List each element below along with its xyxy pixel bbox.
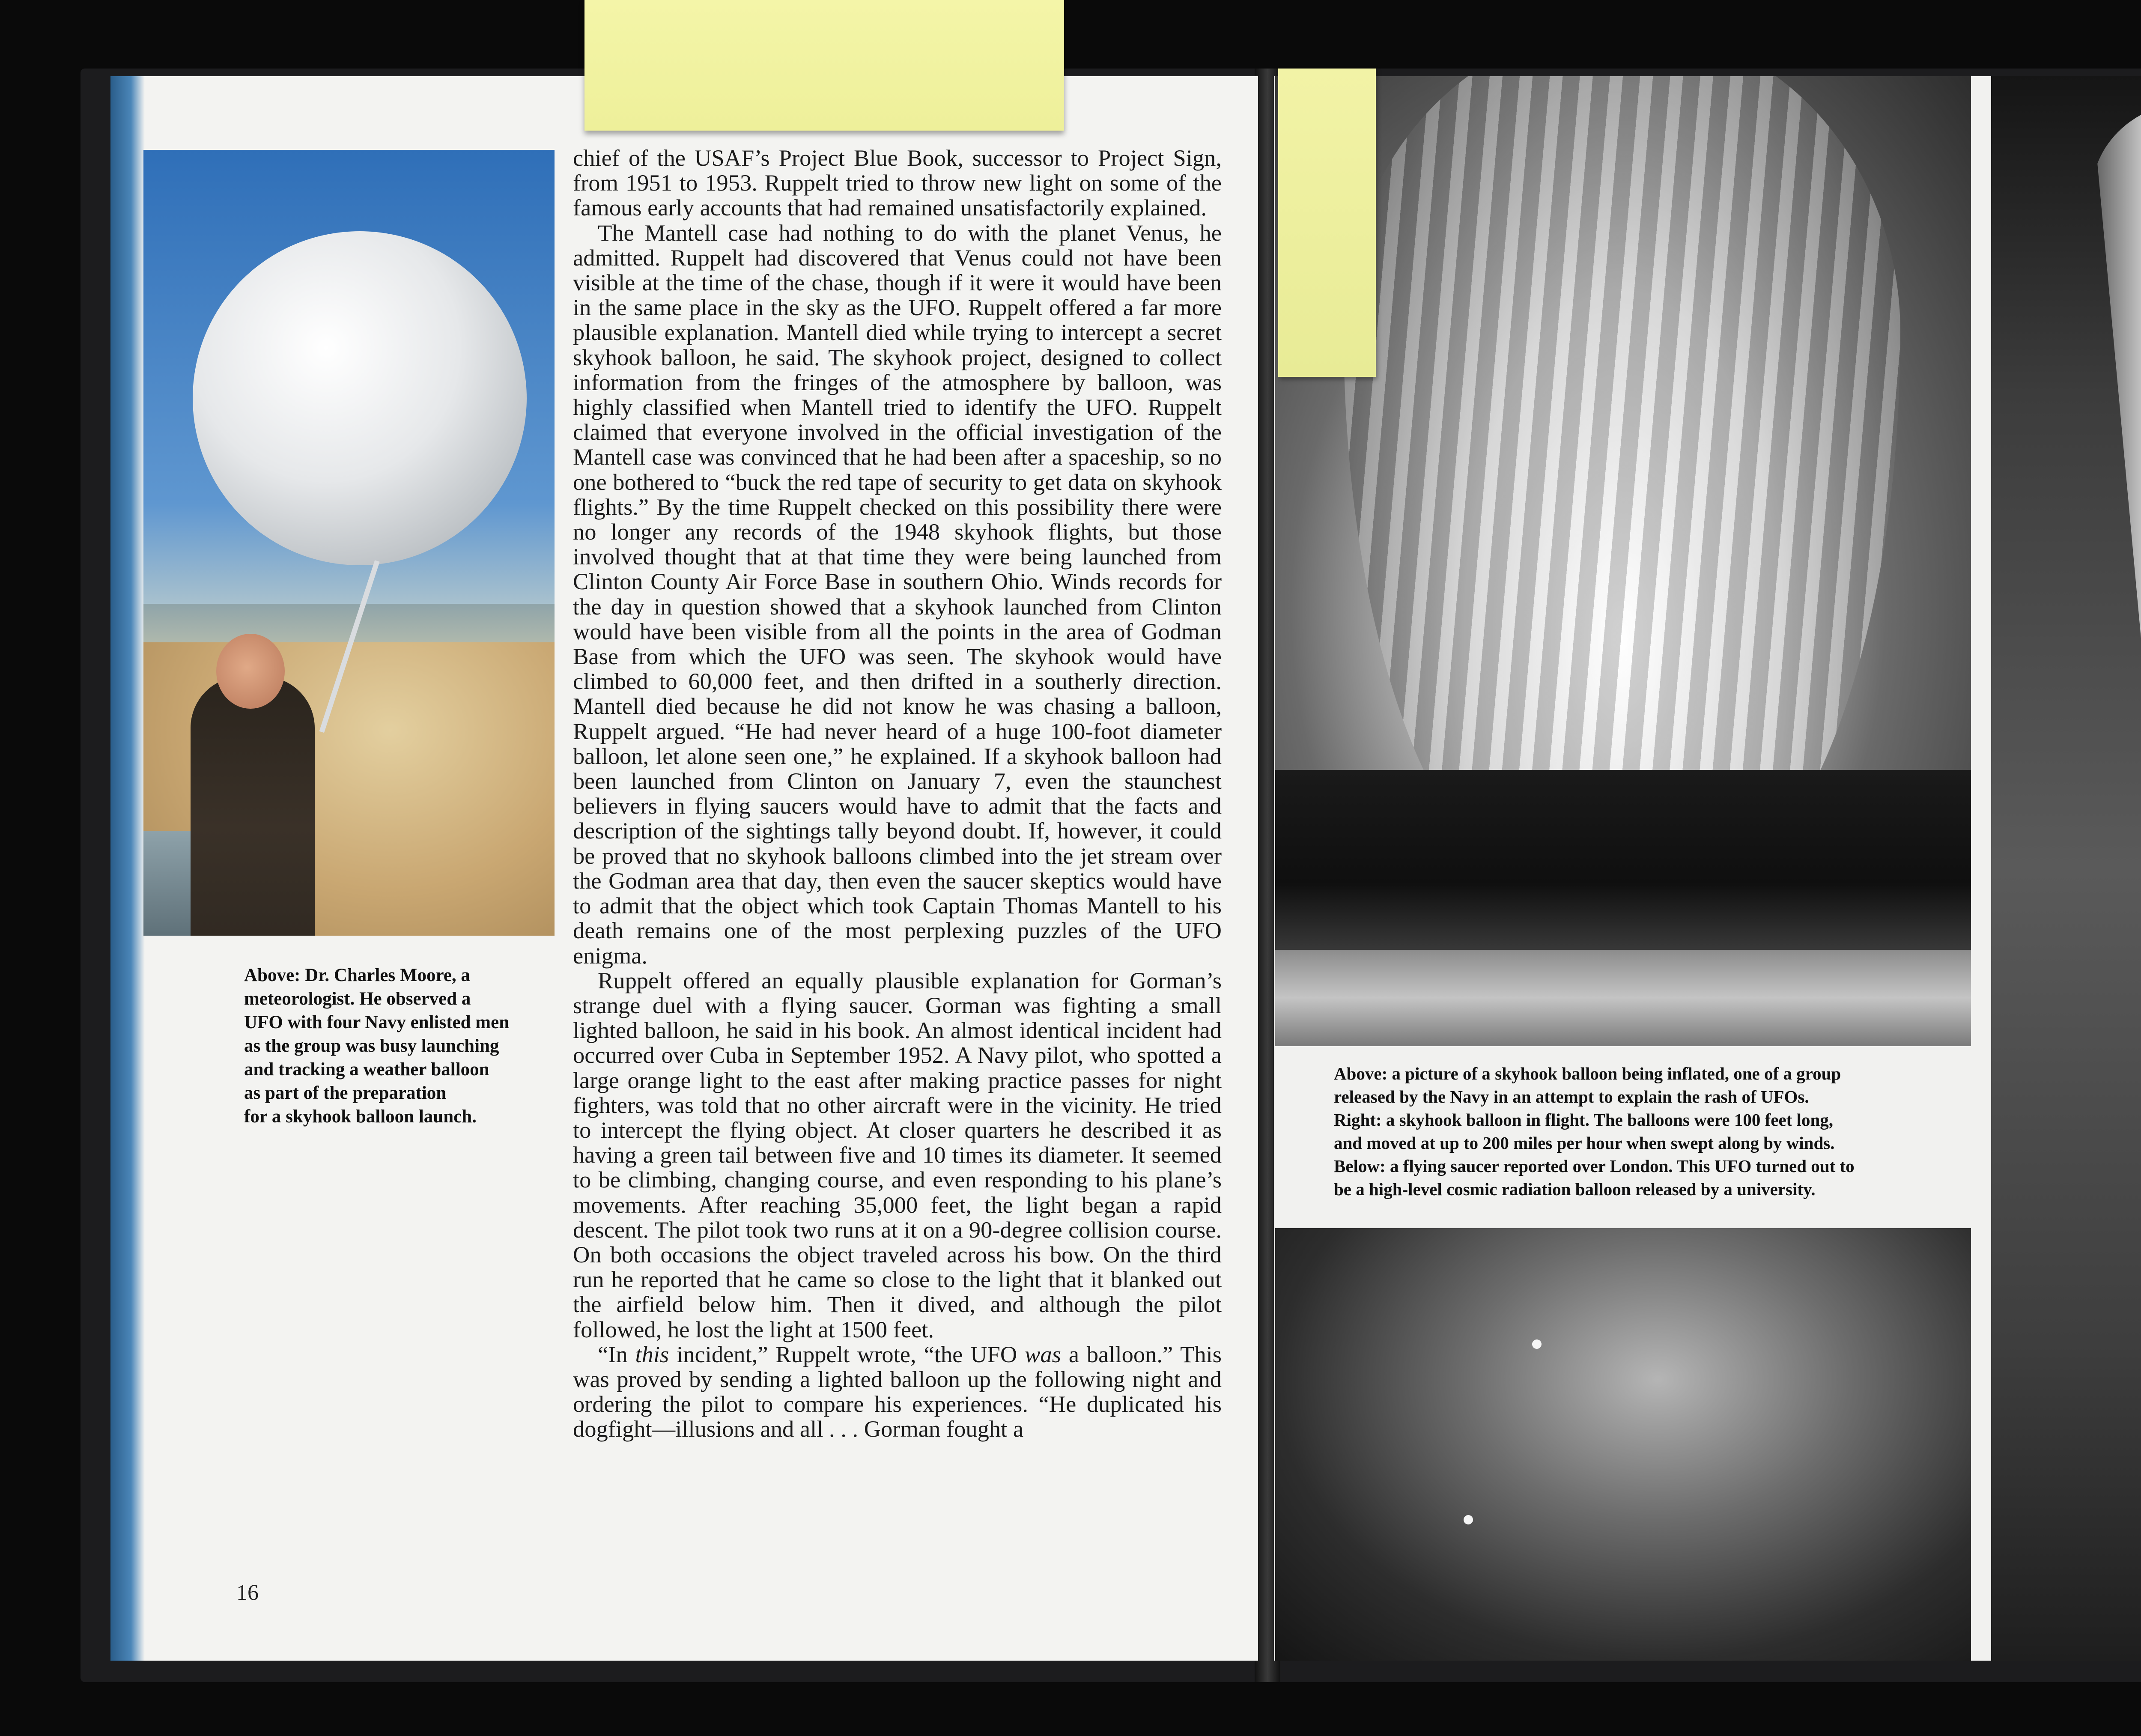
sticky-note-top — [584, 0, 1064, 131]
paragraph-2: The Mantell case had nothing to do with the planet Venus, he admitted. Ruppelt had discovered that Venus could not have been visible at the time of the chase, though if it were it would have been in the same place in the sky as the UFO. Ruppelt offered a far more plausible explanation. Mantell died while trying to intercept a secret skyhook balloon, he said. The skyhook project, designed to collect information from the fringes of the atmosphere by balloon, was highly classified when Mantell tried to identify the UFO. Ruppelt claimed that everyone involved in the official investigation of the Mantell case was convinced that he had been after a spaceship, so no one bothered to “buck the red tape of security to get data on skyhook flights.” By the time Ruppelt checked on this possibility there were no longer any records of the 1948 skyhook flights, but those involved thought that at that time they were being launched from Clinton County Air Force Base in southern Ohio. Winds records for the day in question showed that a skyhook launched from Clinton would have been visible from all the points in the area of Godman Base from which the UFO was seen. The skyhook would have climbed to 60,000 feet, and then drifted in a southerly direction. Mantell died because he did not know he was chasing a balloon, Ruppelt argued. “He had never heard of a huge 100-foot diameter balloon, let alone seen one,” he explained. If a skyhook balloon had been launched from Clinton on January 7, even the staunchest believers in flying saucers would have to admit that the facts and description of the sightings tally beyond doubt. If, however, it could be proved that no skyhook balloons climbed into the jet stream over the Godman area that day, then even the saucer skeptics would have to admit that the object which took Captain Thomas Mantell to his death remains one of the most perplexing puzzles of the UFO enigma. — [573, 219, 1222, 969]
photo-ground-crew — [1275, 770, 1971, 958]
p4-text-c: a balloon.” This was proved by sending a lighted balloon up the following night and ordering the pilot to compare his experiences. “He duplicated his dogfight—illusions and all . . . Gorman fought a — [573, 1341, 1222, 1442]
caption-line: Above: Dr. Charles Moore, a — [244, 965, 470, 985]
p4-italic-was: was — [1025, 1341, 1061, 1367]
photo-person-head — [216, 634, 285, 709]
caption-line: meteorologist. He observed a — [244, 989, 471, 1009]
p4-italic-this: this — [635, 1341, 669, 1367]
photo-skyhook-flight — [1991, 76, 2141, 1661]
photo-flight-balloon — [2092, 102, 2141, 1023]
caption-line: UFO with four Navy enlisted men — [244, 1012, 510, 1032]
caption-line: and moved at up to 200 miles per hour when swept along by winds. — [1334, 1133, 1835, 1153]
left-page-edge — [110, 76, 145, 1661]
photo-weather-balloon — [143, 150, 555, 936]
p4-text-b: incident,” Ruppelt wrote, “the UFO — [669, 1341, 1025, 1367]
paragraph-3: Ruppelt offered an equally plausible explanation for Gorman’s strange duel with a flying saucer. Gorman was fighting a small lighted balloon, he said in his book. An almost identical incident had occurred over Cuba in September 1952. A Navy pilot, who spotted a large orange light to the east after making practice passes for night fighters, was told that no other aircraft were in the vicinity. He tried to intercept the flying object. At closer quarters he described it as having a green tail between five and 10 times its diameter. It seemed to be climbing, changing course, and even responding to his plane’s movements. After reaching 35,000 feet, the light began a rapid descent. The pilot took two runs at it on a 90-degree collision course. On both occasions the object traveled across his bow. On the third run he reported that he came so close to the light that it blanked out the airfield below him. Then it dived, and although the pilot followed, he lost the light at 1500 feet. — [573, 967, 1222, 1342]
caption-line: Right: a skyhook balloon in flight. The balloons were 100 feet long, — [1334, 1110, 1833, 1130]
caption-line: as the group was busy launching — [244, 1036, 499, 1056]
caption-line: as part of the preparation — [244, 1083, 447, 1103]
photo-light-dot — [1532, 1339, 1542, 1349]
page-number: 16 — [236, 1581, 259, 1605]
paragraph-4 — [573, 1342, 1222, 1442]
caption-line: for a skyhook balloon launch. — [244, 1107, 477, 1127]
photo-light-dot — [1464, 1515, 1473, 1524]
caption-line: and tracking a weather balloon — [244, 1059, 489, 1080]
right-photo-caption — [1334, 1062, 1985, 1201]
article-body — [573, 146, 1222, 1442]
photo-ground-sheet — [1275, 950, 1971, 1046]
p4-text-a: “In — [598, 1341, 635, 1367]
photo-skyhook-inflation — [1275, 76, 1971, 1046]
photo-person — [191, 677, 315, 936]
caption-line: be a high-level cosmic radiation balloon released by a university. — [1334, 1179, 1816, 1199]
caption-line: Below: a flying saucer reported over London. This UFO turned out to — [1334, 1156, 1855, 1176]
left-photo-caption — [244, 963, 552, 1128]
photo-balloon — [193, 231, 527, 565]
sticky-note-side — [1278, 69, 1376, 377]
caption-line: released by the Navy in an attempt to explain the rash of UFOs. — [1334, 1087, 1809, 1107]
paragraph-1: chief of the USAF’s Project Blue Book, successor to Project Sign, from 1951 to 1953. Ruppelt tried to throw new light on some of the famous early accounts that had remained unsatisfactorily explained. — [573, 145, 1222, 221]
caption-line: Above: a picture of a skyhook balloon being inflated, one of a group — [1334, 1064, 1841, 1083]
photo-london-saucer — [1275, 1228, 1971, 1661]
